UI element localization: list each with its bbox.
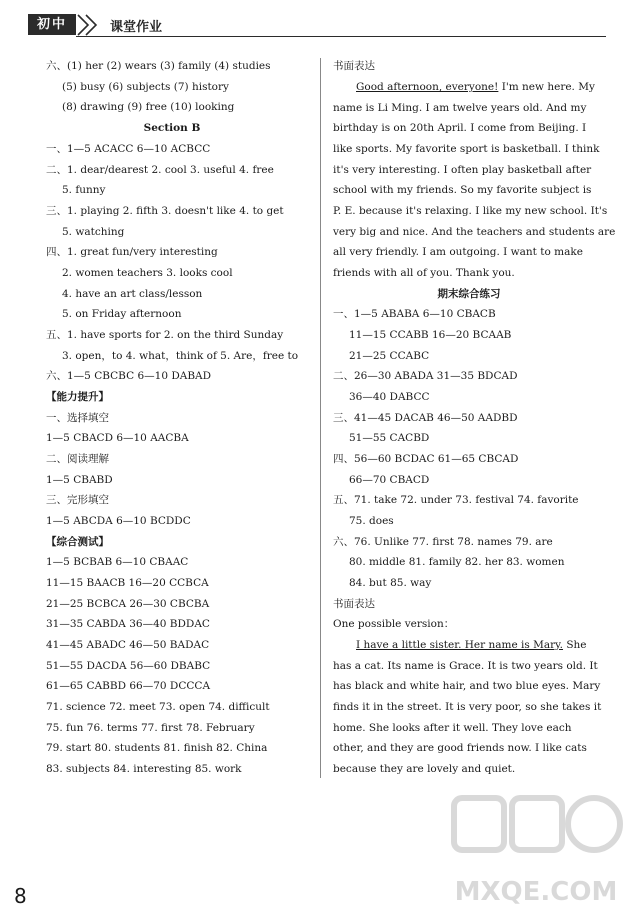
watermark-logo-icon (446, 792, 626, 910)
answer-line: 36—40 DABCC (349, 391, 430, 403)
watermark-text: MXQE.COM (454, 877, 618, 907)
page-header (28, 14, 606, 38)
answer-line: 41—45 ABADC 46—50 BADAC (46, 639, 210, 651)
answer-line: 75. fun 76. terms 77. first 78. February (46, 722, 255, 734)
essay-line: home. She looks after it well. They love each (333, 722, 572, 734)
answer-line: 三、1. playing 2. fifth 3. doesn't like 4. to get (46, 205, 284, 217)
sub-heading: 二、阅读理解 (46, 453, 109, 465)
essay-line (356, 638, 587, 652)
answer-line: 5. watching (62, 226, 125, 238)
answer-line: 79. start 80. students 81. finish 82. China (46, 742, 268, 754)
answer-line: 75. does (349, 515, 394, 527)
essay-line: birthday is on 20th April. I come from Beijing. I (333, 122, 587, 134)
answer-line: 11—15 CCABB 16—20 BCAAB (349, 329, 512, 341)
answer-line: 21—25 BCBCA 26—30 CBCBA (46, 598, 210, 610)
answer-line: 83. subjects 84. interesting 85. work (46, 763, 242, 775)
answer-line: 四、56—60 BCDAC 61—65 CBCAD (333, 453, 519, 465)
essay-line: because they are lovely and quiet. (333, 763, 516, 775)
answer-line: 一、1—5 ABABA 6—10 CBACB (333, 308, 496, 320)
section-b-heading: Section B (143, 122, 201, 134)
chevron-decoration-icon (76, 14, 106, 36)
answer-line: 4. have an art class/lesson (62, 288, 203, 300)
section-heading: 【能力提升】 (46, 391, 109, 403)
answer-line: 31—35 CABDA 36—40 BDDAC (46, 618, 210, 630)
essay-line: very big and nice. And the teachers and students are (333, 226, 616, 238)
essay-text: I'm new here. My (498, 81, 595, 93)
answer-line: 5. on Friday afternoon (62, 308, 182, 320)
answer-line: 1—5 BCBAB 6—10 CBAAC (46, 556, 189, 568)
answer-line: 80. middle 81. family 82. her 83. women (349, 556, 565, 568)
essay-line: has black and white hair, and two blue eyes. Mary (333, 680, 601, 692)
answer-line: 五、71. take 72. under 73. festival 74. favorite (333, 494, 579, 506)
answer-line: 84. but 85. way (349, 577, 432, 589)
answer-line: 3. open，to 4. what，think of 5. Are，free to (62, 350, 299, 362)
final-exercise-heading: 期末综合练习 (437, 288, 501, 300)
essay-line: name is Li Ming. I am twelve years old. And my (333, 102, 587, 114)
version-label: One possible version： (333, 618, 455, 630)
answer-line: 三、41—45 DACAB 46—50 AADBD (333, 412, 518, 424)
answer-line: 71. science 72. meet 73. open 74. difficult (46, 701, 270, 713)
essay-line: finds it in the street. It is very poor, so she takes it (333, 701, 602, 713)
writing-heading: 书面表达 (333, 598, 375, 610)
essay-line: friends with all of you. Thank you. (333, 267, 515, 279)
column-divider (320, 58, 321, 778)
essay-text: She (563, 639, 587, 651)
answer-line: 1—5 CBACD 6—10 AACBA (46, 432, 189, 444)
answer-line: (8) drawing (9) free (10) looking (62, 101, 235, 113)
answer-line: 四、1. great fun/very interesting (46, 246, 218, 258)
sub-heading: 三、完形填空 (46, 494, 109, 506)
header-title: 课堂作业 (110, 20, 163, 35)
answer-line: 二、1. dear/dearest 2. cool 3. useful 4. free (46, 164, 274, 176)
essay-line: other, and they are good friends now. I like cats (333, 742, 587, 754)
essay-line: like sports. My favorite sport is basketball. I think (333, 143, 600, 155)
answer-line: 21—25 CCABC (349, 350, 430, 362)
essay-line: it's very interesting. I often play basketball after (333, 164, 592, 176)
essay-first-sentence: I have a little sister. Her name is Mary. (356, 639, 564, 651)
answer-line: 六、(1) her (2) wears (3) family (4) studies (46, 60, 271, 72)
answer-line: 66—70 CBACD (349, 474, 430, 486)
essay-line: has a cat. Its name is Grace. It is two years old. It (333, 660, 598, 672)
writing-heading: 书面表达 (333, 60, 375, 72)
answer-line: 五、1. have sports for 2. on the third Sunday (46, 329, 284, 341)
answer-line: 二、26—30 ABADA 31—35 BDCAD (333, 370, 518, 382)
header-badge: 初中 (28, 14, 76, 35)
answer-line: 51—55 CACBD (349, 432, 430, 444)
essay-line: all very friendly. I am outgoing. I want to make (333, 246, 583, 258)
essay-line: school with my friends. So my favorite subject is (333, 184, 592, 196)
essay-line: P. E. because it's relaxing. I like my new school. It's (333, 205, 608, 217)
answer-line: 5. funny (62, 184, 106, 196)
answer-line: 11—15 BAACB 16—20 CCBCA (46, 577, 209, 589)
answer-line: 51—55 DACDA 56—60 DBABC (46, 660, 211, 672)
sub-heading: 一、选择填空 (46, 412, 109, 424)
answer-line: 六、1—5 CBCBC 6—10 DABAD (46, 370, 212, 382)
answer-line: 2. women teachers 3. looks cool (62, 267, 233, 279)
answer-line: (5) busy (6) subjects (7) history (62, 81, 229, 93)
essay-line (356, 80, 595, 94)
answer-line: 一、1—5 ACACC 6—10 ACBCC (46, 143, 211, 155)
answer-line: 六、76. Unlike 77. first 78. names 79. are (333, 536, 553, 548)
essay-greeting: Good afternoon, everyone! (356, 81, 499, 93)
section-heading: 【综合测试】 (46, 536, 109, 548)
page-number: 8 (14, 884, 27, 908)
header-rule (76, 36, 606, 37)
answer-line: 1—5 CBABD (46, 474, 113, 486)
answer-line: 1—5 ABCDA 6—10 BCDDC (46, 515, 191, 527)
answer-line: 61—65 CABBD 66—70 DCCCA (46, 680, 211, 692)
